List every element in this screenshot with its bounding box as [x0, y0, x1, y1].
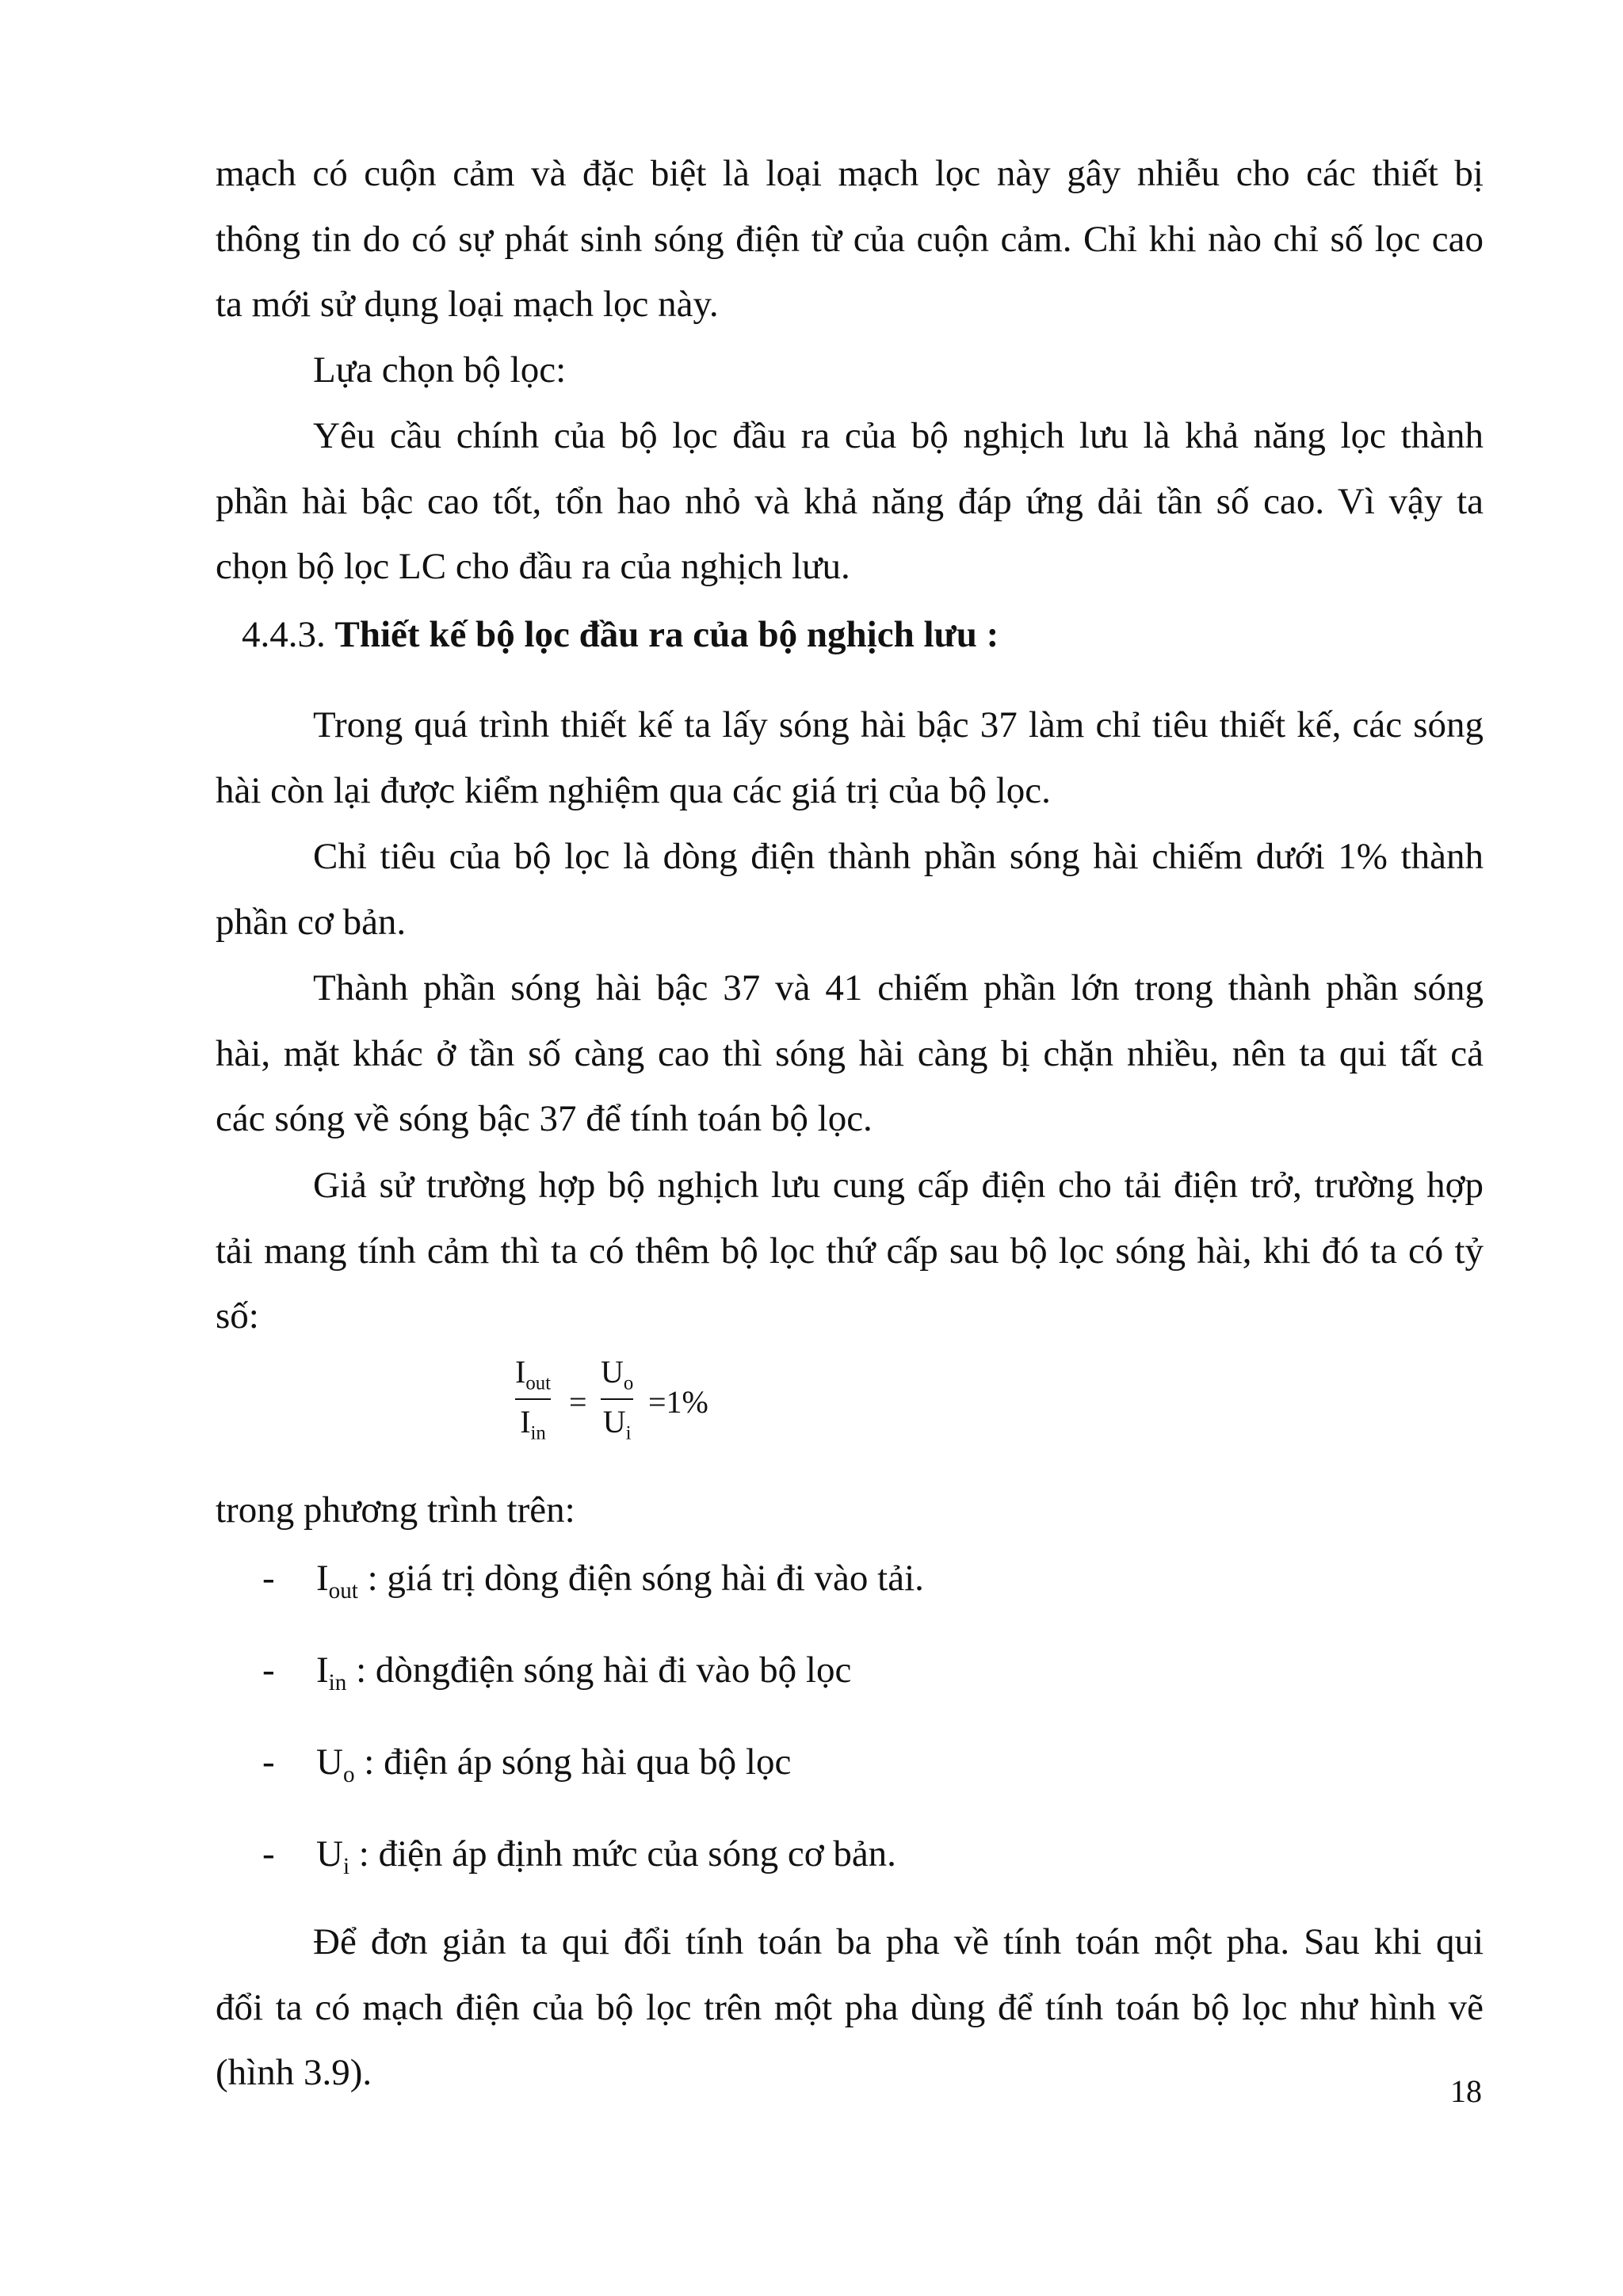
list-item-text: : điện áp định mức của sóng cơ bản. — [349, 1833, 896, 1875]
text-line: phần hài bậc cao tốt, tổn hao nhỏ và khả năng đáp ứng dải tần số cao. Vì vậy ta — [216, 480, 1484, 522]
symbol-subscript: o — [342, 1762, 355, 1788]
text-line: Trong quá trình thiết kế ta lấy sóng hài bậc 37 làm chỉ tiêu thiết kế, các sóng — [313, 704, 1484, 746]
paragraph-equation-intro: trong phương trình trên: — [216, 1489, 575, 1531]
text-line: Để đơn giản ta qui đổi tính toán ba pha về tính toán một pha. Sau khi qui — [313, 1921, 1484, 1962]
text-line: số: — [216, 1295, 259, 1337]
list-item-text: : giá trị dòng điện sóng hài đi vào tải. — [357, 1558, 924, 1599]
bullet-dash: - — [262, 1650, 275, 1691]
paragraph-filter-requirements — [216, 403, 1484, 600]
paragraph-filter-selection-label: Lựa chọn bộ lọc: — [313, 349, 567, 391]
text-line: Thành phần sóng hài bậc 37 và 41 chiếm phần lớn trong thành phần sóng — [313, 967, 1484, 1009]
text-line: phần cơ bản. — [216, 901, 407, 943]
equals-sign: = — [569, 1384, 587, 1420]
fraction-denominator: $I_{in}$ — [520, 1403, 546, 1444]
text-line: Chỉ tiêu của bộ lọc là dòng điện thành phần sóng hài chiếm dưới 1% thành — [313, 836, 1484, 877]
text-line: các sóng về sóng bậc 37 để tính toán bộ lọc. — [216, 1098, 873, 1140]
text-line: (hình 3.9). — [216, 2052, 372, 2094]
text-line: mạch có cuộn cảm và đặc biệt là loại mạch lọc này gây nhiễu cho các thiết bị — [216, 153, 1484, 194]
section-title: Thiết kế bộ lọc đầu ra của bộ nghịch lưu : — [334, 614, 999, 655]
list-item-text: : điện áp sóng hài qua bộ lọc — [354, 1741, 792, 1783]
symbol: I — [316, 1650, 329, 1691]
paragraph-filter-criterion — [216, 824, 1484, 955]
symbol-subscript: i — [342, 1854, 350, 1880]
text-line: hài, mặt khác ở tần số càng cao thì sóng hài càng bị chặn nhiều, nên ta qui tất cả — [216, 1032, 1484, 1074]
text-line: tải mang tính cảm thì ta có thêm bộ lọc thứ cấp sau bộ lọc sóng hài, khi đó ta có tỷ — [216, 1230, 1484, 1272]
paragraph-load-assumption — [216, 1153, 1484, 1349]
text-line: đổi ta có mạch điện của bộ lọc trên một pha dùng để tính toán bộ lọc như hình vẽ — [216, 1986, 1484, 2028]
text-line: Yêu cầu chính của bộ lọc đầu ra của bộ nghịch lưu là khả năng lọc thành — [313, 415, 1484, 456]
bullet-dash: - — [262, 1558, 275, 1599]
paragraph-filter-drawbacks — [216, 141, 1484, 338]
text-line: chọn bộ lọc LC cho đầu ra của nghịch lưu. — [216, 546, 850, 588]
equals-one-percent: =1% — [648, 1384, 708, 1420]
paragraph-single-phase — [216, 1909, 1484, 2106]
bullet-dash: - — [262, 1833, 275, 1875]
text-line: ta mới sử dụng loại mạch lọc này. — [216, 284, 719, 326]
text-line: Giả sử trường hợp bộ nghịch lưu cung cấp điện cho tải điện trở, trường hợp — [313, 1165, 1484, 1206]
symbol: U — [316, 1833, 343, 1875]
symbol-subscript: in — [328, 1670, 347, 1696]
fraction-denominator: $U_i$ — [602, 1403, 632, 1444]
fraction-numerator: $I_{out}$ — [515, 1354, 552, 1394]
list-item — [262, 1830, 896, 1890]
list-item-text: : dòngđiện sóng hài đi vào bộ lọc — [346, 1650, 852, 1691]
text-line: hài còn lại được kiểm nghiệm qua các giá trị của bộ lọc. — [216, 769, 1051, 811]
symbol: I — [316, 1558, 329, 1599]
text-line: thông tin do có sự phát sinh sóng điện từ của cuộn cảm. Chỉ khi nào chỉ số lọc cao — [216, 218, 1484, 260]
page-number: 18 — [1450, 2073, 1482, 2109]
fraction-current — [515, 1353, 551, 1444]
list-item — [262, 1646, 851, 1707]
section-heading — [242, 602, 999, 668]
symbol-subscript: out — [328, 1578, 358, 1604]
list-item — [262, 1738, 791, 1798]
bullet-dash: - — [262, 1741, 275, 1783]
fraction-bar — [515, 1398, 551, 1400]
section-number: 4.4.3. — [242, 614, 326, 655]
fraction-bar — [601, 1398, 633, 1400]
fraction-numerator: $U_o$ — [601, 1354, 634, 1394]
paragraph-harmonic-components — [216, 955, 1484, 1152]
list-item — [262, 1554, 924, 1615]
symbol: U — [316, 1741, 343, 1783]
fraction-voltage — [601, 1353, 633, 1444]
paragraph-design-criterion — [216, 692, 1484, 823]
